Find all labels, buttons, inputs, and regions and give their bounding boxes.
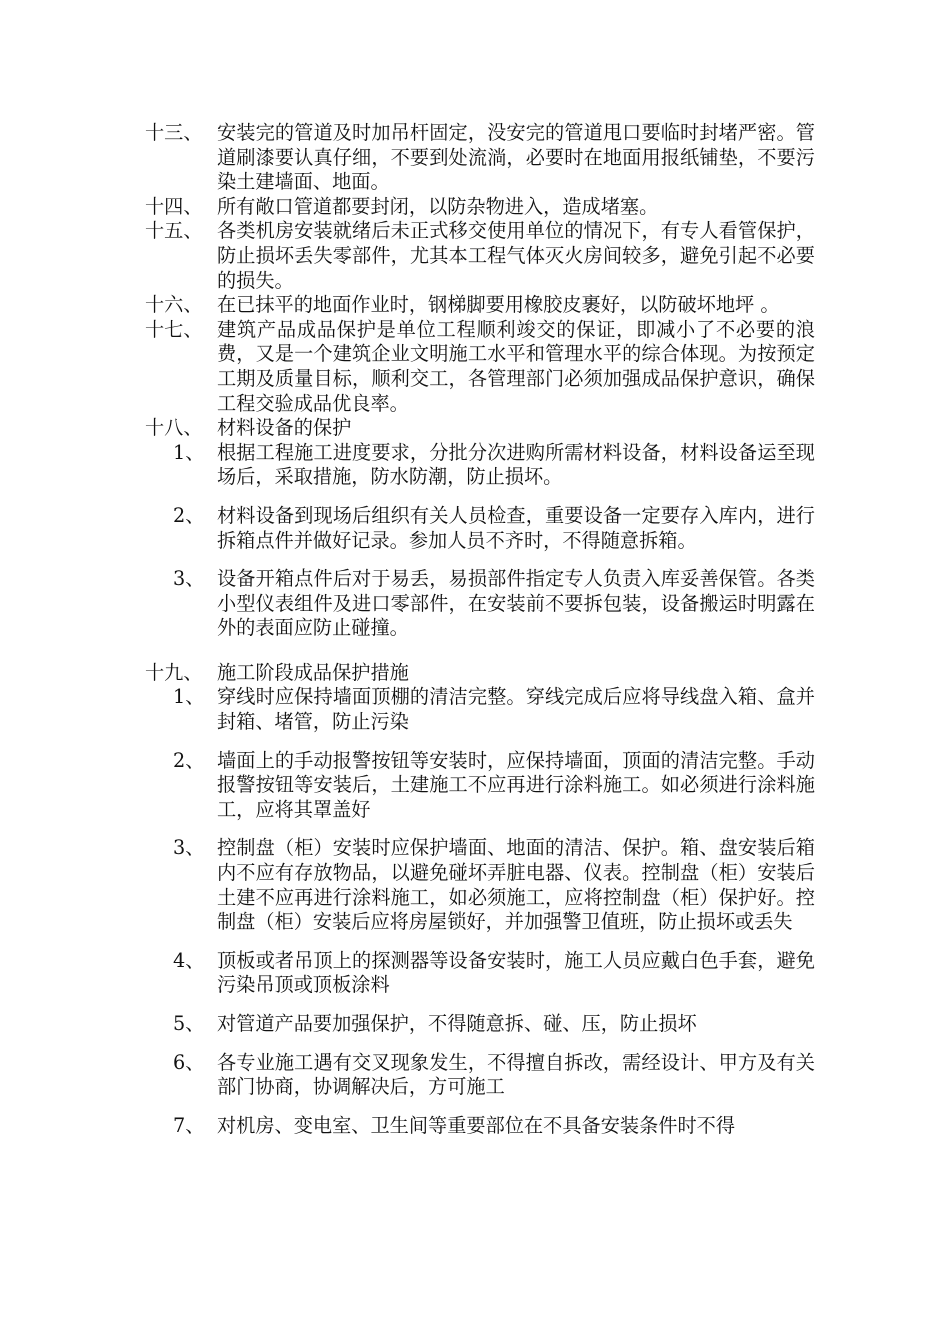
sub-number: 2、 [173,748,205,772]
sub-number: 1、 [173,685,205,709]
clause-number: 十七、 [145,317,203,341]
sub-text: 墙面上的手动报警按钮等安装时，应保持墙面，顶面的清洁完整。手动报警按钮等安装后，土建施工不应再进行涂料施工。如必须进行涂料施工，应将其罩盖好 [217,748,815,821]
construction-item-1 [145,685,815,734]
construction-item-6 [145,1051,815,1100]
sub-text: 对管道产品要加强保护，不得随意拆、碰、压，防止损坏 [217,1012,697,1035]
clause-number: 十三、 [145,121,203,144]
clause-number: 十六、 [145,293,203,317]
sub-text: 根据工程施工进度要求，分批分次进购所需材料设备，材料设备运至现场后，采取措施，防水防潮，防止损坏。 [217,440,815,489]
clause-15 [145,219,815,293]
sub-text: 设备开箱点件后对于易丢，易损部件指定专人负责入库妥善保管。各类小型仪表组件及进口零部件，在安装前不要拆包装，设备搬运时明露在外的表面应防止碰撞。 [217,567,815,640]
clause-16 [145,293,815,318]
clause-text: 各类机房安装就绪后未正式移交使用单位的情况下，有专人看管保护，防止损坏丢失零部件，尤其本工程气体灭火房间较多，避免引起不必要的损失。 [217,219,815,292]
clause-text: 建筑产品成品保护是单位工程顺利竣交的保证，即减小了不必要的浪费，又是一个建筑企业文明施工水平和管理水平的综合体现。为按预定工期及质量目标，顺利交工，各管理部门必须加强成品保护意识，确保工程交验成品优良率。 [217,317,815,415]
sub-number: 3、 [173,836,205,860]
construction-item-5 [145,1012,815,1037]
clause-19 [145,661,815,686]
material-item-3 [145,567,815,641]
sub-text: 对机房、变电室、卫生间等重要部位在不具备安装条件时不得 [217,1113,736,1137]
clause-number: 十四、 [145,194,203,218]
document-body [145,121,815,1138]
sub-text: 顶板或者吊顶上的探测器等设备安装时，施工人员应戴白色手套，避免污染吊顶或顶板涂料 [217,948,815,997]
sub-number: 2、 [173,503,205,527]
clause-13 [145,121,815,195]
construction-item-3 [145,836,815,934]
clause-18 [145,416,815,441]
sub-number: 4、 [173,948,205,972]
clause-17 [145,318,815,416]
clause-text: 在已抹平的地面作业时，钢梯脚要用橡胶皮裹好，以防破坏地坪 。 [217,293,780,317]
sub-number: 3、 [173,567,205,591]
clause-number: 十八、 [145,416,203,440]
construction-item-2 [145,749,815,823]
sub-text: 材料设备到现场后组织有关人员检查，重要设备一定要存入库内，进行拆箱点件并做好记录。参加人员不齐时，不得随意拆箱。 [217,503,815,552]
clause-heading: 材料设备的保护 [217,416,352,440]
material-item-2 [145,504,815,553]
sub-text: 控制盘（柜）安装时应保护墙面、地面的清洁、保护。箱、盘安装后箱内不应有存放物品，以避免碰坏弄脏电器、仪表。控制盘（柜）安装后土建不应再进行涂料施工，如必须施工，应将控制盘（柜）保护好。控制盘（柜）安装后应将房屋锁好，并加强警卫值班，防止损坏或丢失 [217,836,815,934]
construction-item-4 [145,949,815,998]
sub-text: 穿线时应保持墙面顶棚的清洁完整。穿线完成后应将导线盘入箱、盒并封箱、堵管，防止污染 [217,685,815,734]
clause-text: 安装完的管道及时加吊杆固定，没安完的管道甩口要临时封堵严密。管道刷漆要认真仔细，不要到处流淌，必要时在地面用报纸铺垫，不要污染土建墙面、地面。 [217,121,815,194]
sub-number: 5、 [173,1012,205,1035]
construction-item-7 [145,1114,815,1139]
sub-number: 7、 [173,1113,205,1137]
sub-number: 1、 [173,440,205,464]
clause-14 [145,195,815,220]
clause-heading: 施工阶段成品保护措施 [217,660,409,684]
sub-text: 各专业施工遇有交叉现象发生，不得擅自拆改，需经设计、甲方及有关部门协商，协调解决后，方可施工 [217,1050,815,1099]
sub-number: 6、 [173,1050,205,1074]
clause-text: 所有敞口管道都要封闭，以防杂物进入，造成堵塞。 [217,194,659,218]
clause-number: 十五、 [145,219,203,243]
clause-number: 十九、 [145,660,203,684]
material-item-1 [145,441,815,490]
